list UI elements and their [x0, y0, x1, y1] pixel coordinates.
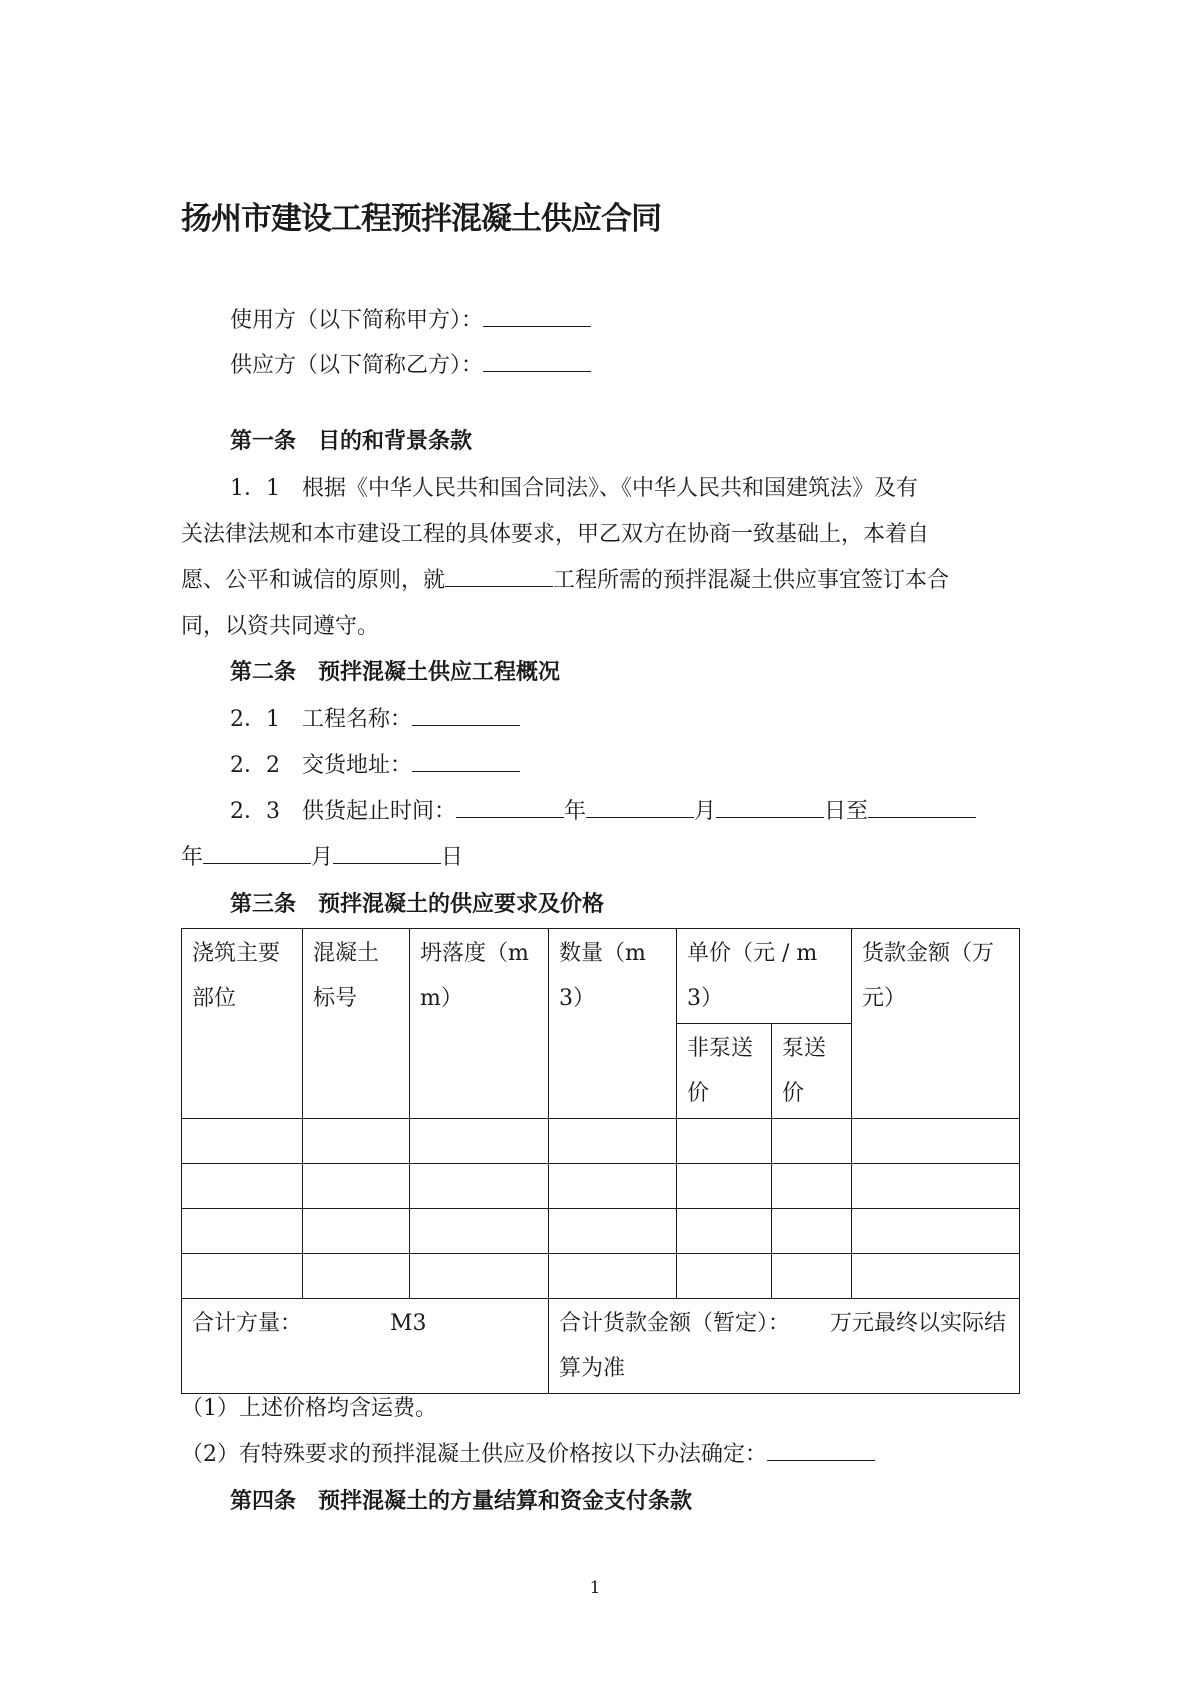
table-cell: [677, 1254, 772, 1299]
note-2-text: （2）有特殊要求的预拌混凝土供应及价格按以下办法确定：: [181, 1442, 767, 1467]
table-cell: [182, 1254, 303, 1299]
table-cell: [772, 1254, 852, 1299]
total-volume-label: 合计方量：: [192, 1311, 303, 1336]
article2-heading: 第二条 预拌混凝土供应工程概况: [230, 659, 561, 685]
end-month-blank: [203, 841, 311, 864]
clause-1-1-line3: [181, 558, 949, 603]
total-volume-unit: M3: [390, 1311, 427, 1336]
table-cell: [852, 1164, 1020, 1209]
project-name-blank: [445, 564, 553, 587]
clause-2-3-label: 2．3 供货起止时间：: [230, 799, 456, 824]
table-cell: [677, 1164, 772, 1209]
clause-2-2: [230, 743, 520, 788]
start-year-blank: [456, 795, 564, 818]
table-cell: [549, 1209, 677, 1254]
clause-2-3-line1: [230, 789, 976, 834]
table-cell: [549, 1254, 677, 1299]
clause-2-2-label: 2．2 交货地址：: [230, 753, 412, 778]
header-non-pump-price: 非泵送价: [677, 1024, 772, 1119]
table-cell: [852, 1254, 1020, 1299]
table-cell: [852, 1119, 1020, 1164]
party-b-blank: [483, 349, 591, 372]
clause-2-3-line2: [181, 835, 463, 880]
end-year-unit: 年: [181, 845, 204, 870]
clause-1-1-line1: 1．1 根据《中华人民共和国合同法》、《中华人民共和国建筑法》及有: [230, 476, 918, 501]
table-cell: [182, 1119, 303, 1164]
table-cell: [410, 1164, 549, 1209]
party-b-label: 供应方（以下简称乙方）：: [230, 353, 484, 378]
table-row: [182, 1209, 1020, 1254]
total-amount-cell: [549, 1299, 1020, 1394]
page-number: 1: [589, 1578, 601, 1598]
article1-heading: 第一条 目的和背景条款: [230, 428, 473, 454]
header-amount: 货款金额（万元）: [852, 929, 1020, 1119]
end-month-unit: 月: [311, 845, 334, 870]
article3-heading: 第三条 预拌混凝土的供应要求及价格: [230, 891, 605, 917]
party-a-line: [230, 298, 591, 343]
start-month-unit: 月: [694, 799, 717, 824]
totals-row: [182, 1299, 1020, 1394]
party-a-label: 使用方（以下简称甲方）：: [230, 308, 484, 333]
table-cell: [303, 1209, 410, 1254]
table-cell: [677, 1119, 772, 1164]
clause-2-1-label: 2．1 工程名称：: [230, 707, 412, 732]
start-month-blank: [586, 795, 694, 818]
clause-1-1-line3-after: 工程所需的预拌混凝土供应事宜签订本合: [553, 568, 950, 593]
total-amount-tail: 万元最终以实际结算为准: [559, 1311, 1007, 1381]
total-volume-cell: [182, 1299, 549, 1394]
clause-1-1-line4: 同，以资共同遵守。: [181, 614, 380, 639]
table-cell: [852, 1209, 1020, 1254]
header-grade: 混凝土标号: [303, 929, 410, 1119]
table-cell: [303, 1164, 410, 1209]
clause-1-1-line2: 关法律法规和本市建设工程的具体要求，甲乙双方在协商一致基础上，本着自: [181, 522, 930, 547]
clause-1-1-line3-before: 愿、公平和诚信的原则，就: [181, 568, 446, 593]
table-row: [182, 1254, 1020, 1299]
note-1: （1）上述价格均含运费。: [181, 1396, 437, 1421]
table-cell: [410, 1254, 549, 1299]
end-day-unit: 日: [441, 845, 464, 870]
article4-heading: 第四条 预拌混凝土的方量结算和资金支付条款: [230, 1488, 693, 1514]
table-cell: [677, 1209, 772, 1254]
table-row: [182, 1119, 1020, 1164]
price-table: [181, 928, 1020, 1394]
end-year-blank: [868, 795, 976, 818]
table-cell: [772, 1164, 852, 1209]
table-cell: [410, 1119, 549, 1164]
header-quantity: 数量（m3）: [549, 929, 677, 1119]
start-year-unit: 年: [564, 799, 587, 824]
table-cell: [549, 1164, 677, 1209]
party-a-blank: [483, 304, 591, 327]
header-unit-price: 单价（元 / m3）: [677, 929, 852, 1024]
table-row: [182, 1164, 1020, 1209]
party-b-line: [230, 343, 591, 388]
table-cell: [410, 1209, 549, 1254]
document-title: 扬州市建设工程预拌混凝土供应合同: [181, 201, 661, 237]
clause-2-1-blank: [412, 703, 520, 726]
table-cell: [182, 1209, 303, 1254]
header-slump: 坍落度（mm）: [410, 929, 549, 1119]
header-part: 浇筑主要部位: [182, 929, 303, 1119]
end-day-blank: [333, 841, 441, 864]
table-cell: [772, 1209, 852, 1254]
table-cell: [772, 1119, 852, 1164]
start-day-unit: 日至: [824, 799, 869, 824]
clause-2-1: [230, 697, 520, 742]
note-2: [181, 1432, 875, 1477]
start-day-blank: [716, 795, 824, 818]
note-2-blank: [767, 1438, 875, 1461]
table-cell: [182, 1164, 303, 1209]
header-pump-price: 泵送价: [772, 1024, 852, 1119]
clause-2-2-blank: [412, 749, 520, 772]
table-cell: [303, 1119, 410, 1164]
table-cell: [549, 1119, 677, 1164]
table-cell: [303, 1254, 410, 1299]
total-amount-label: 合计货款金额（暂定）：: [559, 1311, 791, 1336]
